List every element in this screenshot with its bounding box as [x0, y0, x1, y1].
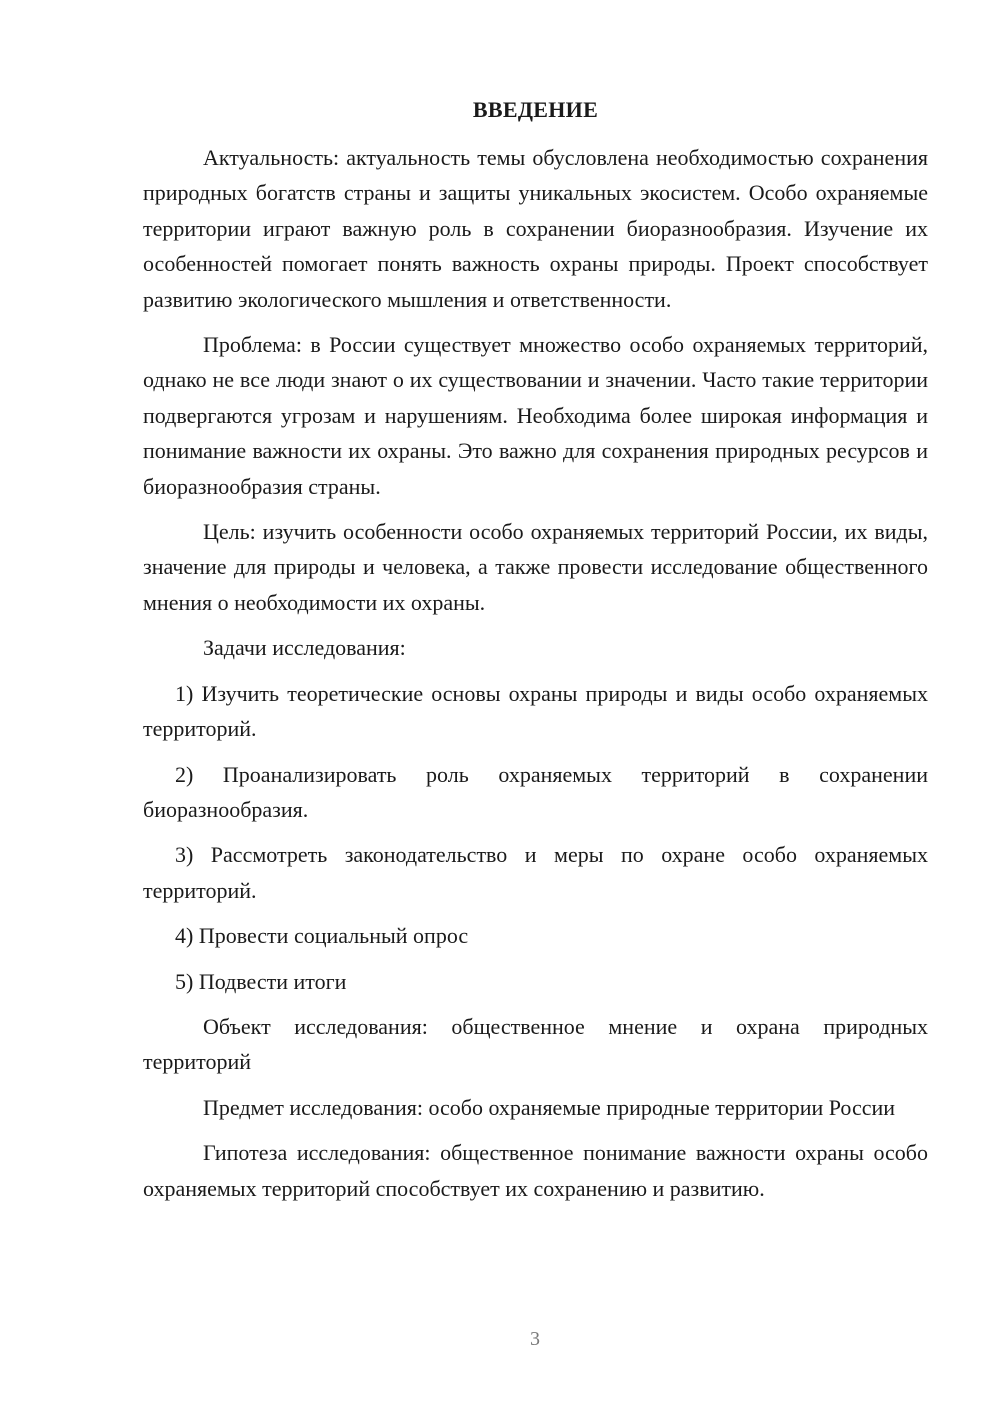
paragraph-problem: Проблема: в России существует множество особо охраняемых территорий, однако не все люди знают о их существовании и значении. Часто такие территории подвергаются угрозам и нарушениям. Необходима более широкая информация и понимание важности их охраны. Это важно для сохранения природных ресурсов и биоразнообразия страны. — [143, 332, 928, 499]
tasks-list — [143, 676, 928, 999]
paragraph-hypothesis: Гипотеза исследования: общественное понимание важности охраны особо охраняемых территорий способствует их сохранению и развитию. — [143, 1140, 928, 1201]
paragraph-goal: Цель: изучить особенности особо охраняемых территорий России, их виды, значение для природы и человека, а также провести исследование общественного мнения о необходимости их охраны. — [143, 519, 928, 615]
list-item: 4) Провести социальный опрос — [175, 923, 469, 949]
list-item: 5) Подвести итоги — [175, 968, 347, 994]
page-number: 3 — [530, 1328, 540, 1350]
paragraph-subject: Предмет исследования: особо охраняемые природные территории России — [203, 1094, 896, 1120]
paragraph-relevance: Актуальность: актуальность темы обусловлена необходимостью сохранения природных богатств страны и защиты уникальных экосистем. Особо охраняемые территории играют важную роль в сохранении биоразнообразия. Изучение их особенностей помогает понять важность охраны природы. Проект способствует развитию экологического мышления и ответственности. — [143, 145, 928, 312]
list-item: 1) Изучить теоретические основы охраны природы и виды особо охраняемых территорий. — [143, 680, 928, 742]
list-item: 2) Проанализировать роль охраняемых территорий в сохранении биоразнообразия. — [143, 761, 928, 822]
document-title: ВВЕДЕНИЕ — [472, 97, 599, 122]
tasks-heading: Задачи исследования: — [203, 635, 406, 661]
paragraph-object: Объект исследования: общественное мнение и охрана природных территорий — [143, 1013, 928, 1075]
document-body — [143, 90, 928, 1216]
list-item: 3) Рассмотреть законодательство и меры по охране особо охраняемых территорий. — [143, 842, 928, 903]
